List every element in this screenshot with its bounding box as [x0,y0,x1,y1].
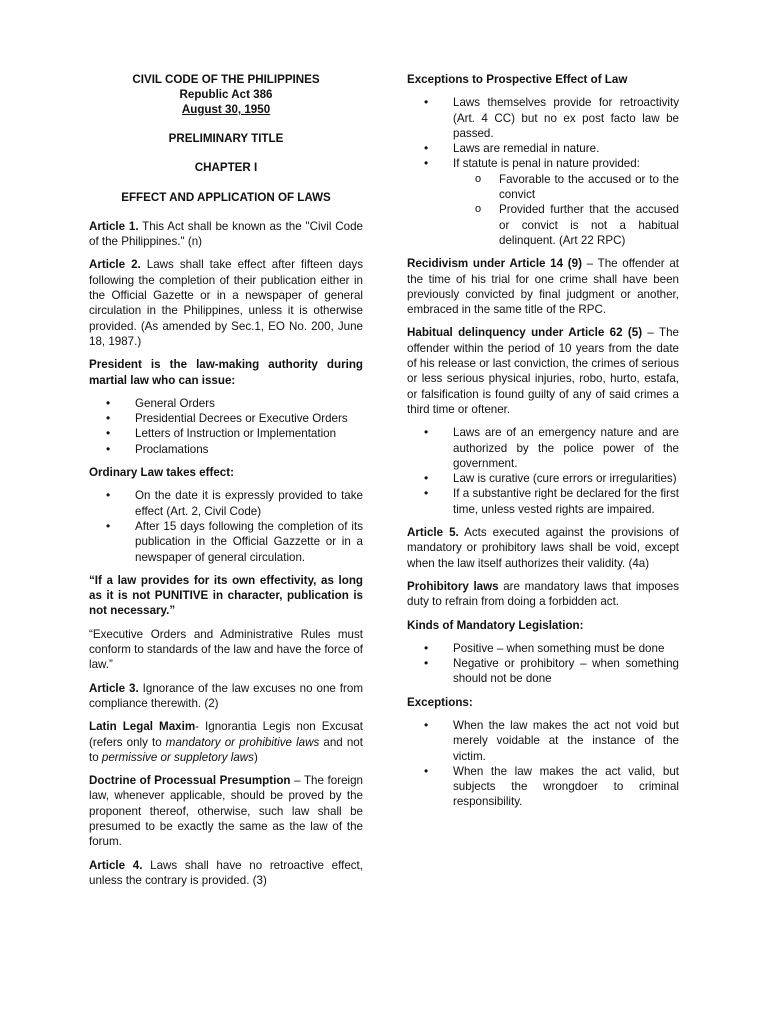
list-item: • Law is curative (cure errors or irregularities) [407,471,679,486]
doctrine-text: – The foreign law, whenever applicable, should be proved by the proponent thereof, otherwise, such law shall be presumed to be exactly the same as the law of the forum. [89,774,363,849]
doctrine-processual-presumption [89,773,363,849]
list-item: • Letters of Instruction or Implementation [89,426,363,441]
latin-maxim-label: Latin Legal Maxim [89,720,196,734]
latin-maxim [89,719,363,765]
exceptions-prospective-list [407,95,679,248]
article-2 [89,257,363,349]
list-item: • When the law makes the act valid, but subjects the wrongdoer to criminal responsibility. [407,764,679,810]
ordinary-law-heading [89,465,363,480]
chapter-label: CHAPTER I [194,161,258,175]
left-column [89,72,363,896]
list-item: • Laws are of an emergency nature and are authorized by the police power of the government. [407,425,679,471]
article-1-label: Article 1. [89,219,139,233]
president-heading [89,357,363,388]
recidivism-text: – The offender at the time of his trial for one crime shall have been previously convicted by final judgment or another, embraced in the same title of the RPC. [407,257,680,317]
article-3-label: Article 3. [89,681,139,695]
title-line-1: CIVIL CODE OF THE PHILIPPINES [132,73,320,86]
list-item: • Proclamations [89,442,363,457]
latin-maxim-text: ) [253,750,258,764]
prohibitory-laws [407,579,679,610]
title-date: August 30, 1950 [181,103,271,116]
article-2-text: Laws shall take effect after fifteen days following the completion of their publication either in the Official Gazette or in a newspaper of general circulation in the Philippines, unless it is otherwise provided. (As amended by Sec.1, EO No. 200, June 18, 1987.) [89,258,363,348]
article-2-label: Article 2. [89,258,141,272]
penal-sublist [453,172,679,248]
kinds-heading-text: Kinds of Mandatory Legislation: [407,618,584,632]
exceptions-list [407,718,679,810]
list-item: • On the date it is expressly provided to take effect (Art. 2, Civil Code) [89,488,363,519]
article-4-text: Laws shall have no retroactive effect, unless the contrary is provided. (3) [89,858,364,887]
quote-executive-orders: “Executive Orders and Administrative Rules must conform to standards of the law and have the force of law.” [89,627,363,672]
article-4 [89,858,363,889]
article-3 [89,681,363,712]
prohibitory-laws-label: Prohibitory laws [407,579,499,593]
article-5-text: Acts executed against the provisions of mandatory or prohibitory laws shall be void, except when the law itself authorizes their validity. (4a) [407,526,679,570]
president-list [89,396,363,457]
list-item: • Presidential Decrees or Executive Orders [89,411,363,426]
latin-maxim-emphasis: mandatory or prohibitive laws [165,735,320,749]
habitual-delinquency-label: Habitual delinquency under Article 62 (5) [407,326,643,340]
recidivism [407,256,679,317]
ordinary-law-list [89,488,363,564]
exceptions-prospective-heading [407,72,679,87]
list-item: • When the law makes the act not void but merely voidable at the instance of the victim. [407,718,679,764]
latin-maxim-text: and not to [89,735,363,764]
ordinary-law-heading-text: Ordinary Law takes effect: [89,466,234,480]
preliminary-title: PRELIMINARY TITLE [168,132,284,145]
article-1 [89,219,363,250]
exceptions-heading [407,695,679,710]
chapter-title: EFFECT AND APPLICATION OF LAWS [121,190,331,204]
right-column [407,72,679,818]
exceptions-heading-text: Exceptions: [407,695,473,709]
latin-maxim-text: - Ignorantia Legis non Excusat (refers only to [89,720,363,749]
article-4-label: Article 4. [89,858,143,872]
more-exceptions-list [407,425,679,517]
list-item: • Negative or prohibitory – when something should not be done [407,656,679,687]
list-item [407,156,679,248]
sub-list-item: o Favorable to the accused or to the convict [453,172,679,203]
article-5 [407,525,679,571]
list-item: • General Orders [89,396,363,411]
sub-list-item: o Provided further that the accused or convict is not a habitual delinquent. (Art 22 RPC) [453,202,679,248]
doctrine-label: Doctrine of Processual Presumption [89,774,291,788]
list-item: • Laws are remedial in nature. [407,141,679,156]
article-1-text: This Act shall be known as the "Civil Code of the Philippines." (n) [89,219,363,249]
list-item: • If a substantive right be declared for the first time, unless vested rights are impaired. [407,486,679,517]
exceptions-prospective-heading-text: Exceptions to Prospective Effect of Law [407,73,628,86]
kinds-list [407,641,679,687]
list-item: • Positive – when something must be done [407,641,679,656]
kinds-heading [407,618,679,633]
quote-punitive-text: “If a law provides for its own effectivity, as long as it is not PUNITIVE in character, publication is not necessary.” [89,573,363,618]
list-item: • Laws themselves provide for retroactivity (Art. 4 CC) but no ex post facto law be passed. [407,95,679,141]
document-title [89,72,363,117]
prohibitory-laws-text: are mandatory laws that imposes duty to refrain from doing a forbidden act. [407,579,679,609]
quote-punitive [89,573,363,619]
president-heading-text: President is the law-making authority during martial law who can issue: [89,358,363,387]
title-line-2: Republic Act 386 [179,88,273,101]
list-item: • After 15 days following the completion of its publication in the Official Gazzette or in a newspaper of general circulation. [89,519,363,565]
habitual-delinquency [407,325,679,417]
recidivism-label: Recidivism under Article 14 (9) [407,257,582,271]
latin-maxim-emphasis: permissive or suppletory laws [101,750,254,764]
list-item-text: If statute is penal in nature provided: [453,157,640,171]
habitual-delinquency-text: – The offender within the period of 10 years from the date of his release or last conviction, the crimes of serious or less serious physical injuries, robo, hurto, estafa, or falsification is found guilty of any of said crimes a third time or oftener. [407,326,679,416]
article-5-label: Article 5. [407,526,459,540]
article-3-text: Ignorance of the law excuses no one from compliance therewith. (2) [89,681,363,710]
